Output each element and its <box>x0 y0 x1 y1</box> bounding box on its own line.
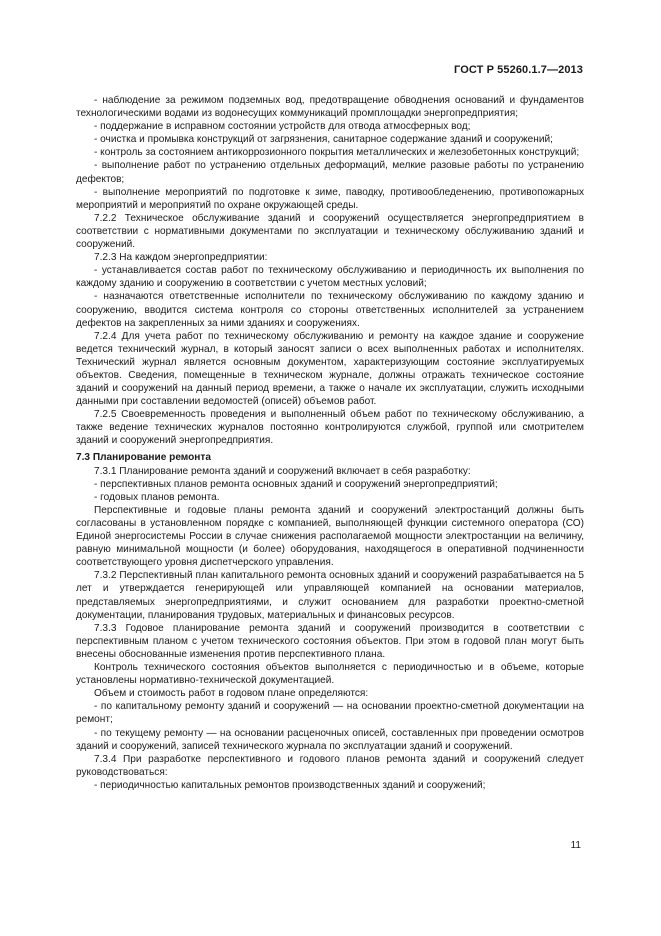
paragraph: - выполнение мероприятий по подготовке к зиме, паводку, противообледенению, противопожарных мероприятий и мероприятий по охране окружающей среды. <box>76 186 584 211</box>
document-id-header: ГОСТ Р 55260.1.7—2013 <box>454 64 583 76</box>
paragraph: - периодичностью капитальных ремонтов производственных зданий и сооружений; <box>94 779 486 791</box>
paragraph: - наблюдение за режимом подземных вод, предотвращение обводнения оснований и фундаментов технологическими водами из водонесущих коммуникаций промплощадки энергопредприятия; <box>76 95 584 120</box>
paragraph: 7.2.4 Для учета работ по техническому обслуживанию и ремонту на каждое здание и сооружение ведется технический журнал, в который заносят записи о всех выполненных работах и исполнителях. Технический журнал является основным документом, характеризующим состояние эксплуатируемых объектов. Сведения, помещенные в техническом журнале, должны отражать техническое состояние зданий и сооружений на данный период времени, а также о начале их эксплуатации, служить исходными данными при составлении ведомостей (описей) объемов работ. <box>76 330 584 408</box>
paragraph: - устанавливается состав работ по техническому обслуживанию и периодичность их выполнения по каждому зданию и сооружению в соответствии с учетом местных условий; <box>76 265 584 290</box>
paragraph: - по капитальному ремонту зданий и сооружений — на основании проектно-сметной документации на ремонт; <box>76 701 584 726</box>
paragraph: 7.3.4 При разработке перспективного и годового планов ремонта зданий и сооружений следует руководствоваться: <box>76 753 584 778</box>
paragraph: 7.2.3 На каждом энергопредприятии: <box>94 252 268 264</box>
paragraph: 7.3.1 Планирование ремонта зданий и сооружений включает в себя разработку: <box>94 465 471 477</box>
paragraph: 7.2.5 Своевременность проведения и выполненный объем работ по техническому обслуживанию, а также ведение технических журналов постоянно контролируются службой, группой или смотрителем зданий и сооружений энергопредприятия. <box>76 409 584 447</box>
paragraph: Контроль технического состояния объектов выполняется с периодичностью и в объеме, которые установлены нормативно-технической документацией. <box>76 662 584 687</box>
paragraph: 7.2.2 Техническое обслуживание зданий и сооружений осуществляется энергопредприятием в соответствии с нормативными документами по эксплуатации и техническому обслуживанию зданий и сооружений. <box>76 212 584 251</box>
paragraph: - контроль за состоянием антикоррозионного покрытия металлических и железобетонных конструкций; <box>94 147 580 159</box>
paragraph: Перспективные и годовые планы ремонта зданий и сооружений электростанций должны быть согласованы в установленном порядке с компанией, выполняющей функции системного оператора (СО) Единой энергосистемы России в случае снижения располагаемой мощности электростанции на величину, равную минимальной мощности (и более) оборудования, находящегося в оперативной подчиненности соответствующего уровня диспетчерского управления. <box>76 504 584 569</box>
paragraph: Объем и стоимость работ в годовом плане определяются: <box>94 688 369 700</box>
paragraph: - назначаются ответственные исполнители по техническому обслуживанию по каждому зданию и сооружению, вводится система контроля со стороны ответственных исполнителей за устранением дефектов на закрепленных за ними зданиях и сооружениях. <box>76 291 584 329</box>
paragraph: - выполнение работ по устранению отдельных деформаций, мелкие разовые работы по устранению дефектов; <box>76 160 584 185</box>
document-body <box>76 94 584 792</box>
paragraph: 7.3.2 Перспективный план капитального ремонта основных зданий и сооружений разрабатывается на 5 лет и утверждается генерирующей или управляющей компанией на основании материалов, представляемых энергопредприятиями, и служит основанием для разработки проектно-сметной документации, планирования трудовых, материальных и финансовых ресурсов. <box>76 570 584 621</box>
page-number: 11 <box>570 840 581 851</box>
paragraph: - перспективных планов ремонта основных зданий и сооружений энергопредприятий; <box>94 478 498 490</box>
paragraph: - по текущему ремонту — на основании расценочных описей, составленных при проведении осмотров зданий и сооружений, записей технического журнала по эксплуатации зданий и сооружений. <box>76 727 584 752</box>
paragraph: - поддержание в исправном состоянии устройств для отвода атмосферных вод; <box>94 121 471 133</box>
section-heading: 7.3 Планирование ремонта <box>76 451 211 463</box>
paragraph: 7.3.3 Годовое планирование ремонта зданий и сооружений производится в соответствии с перспективным планом с учетом технического состояния объектов. При этом в годовой план могут быть внесены обоснованные изменения против перспективного плана. <box>76 622 584 660</box>
paragraph: - очистка и промывка конструкций от загрязнения, санитарное содержание зданий и сооружений; <box>94 134 553 146</box>
paragraph: - годовых планов ремонта. <box>94 491 220 503</box>
